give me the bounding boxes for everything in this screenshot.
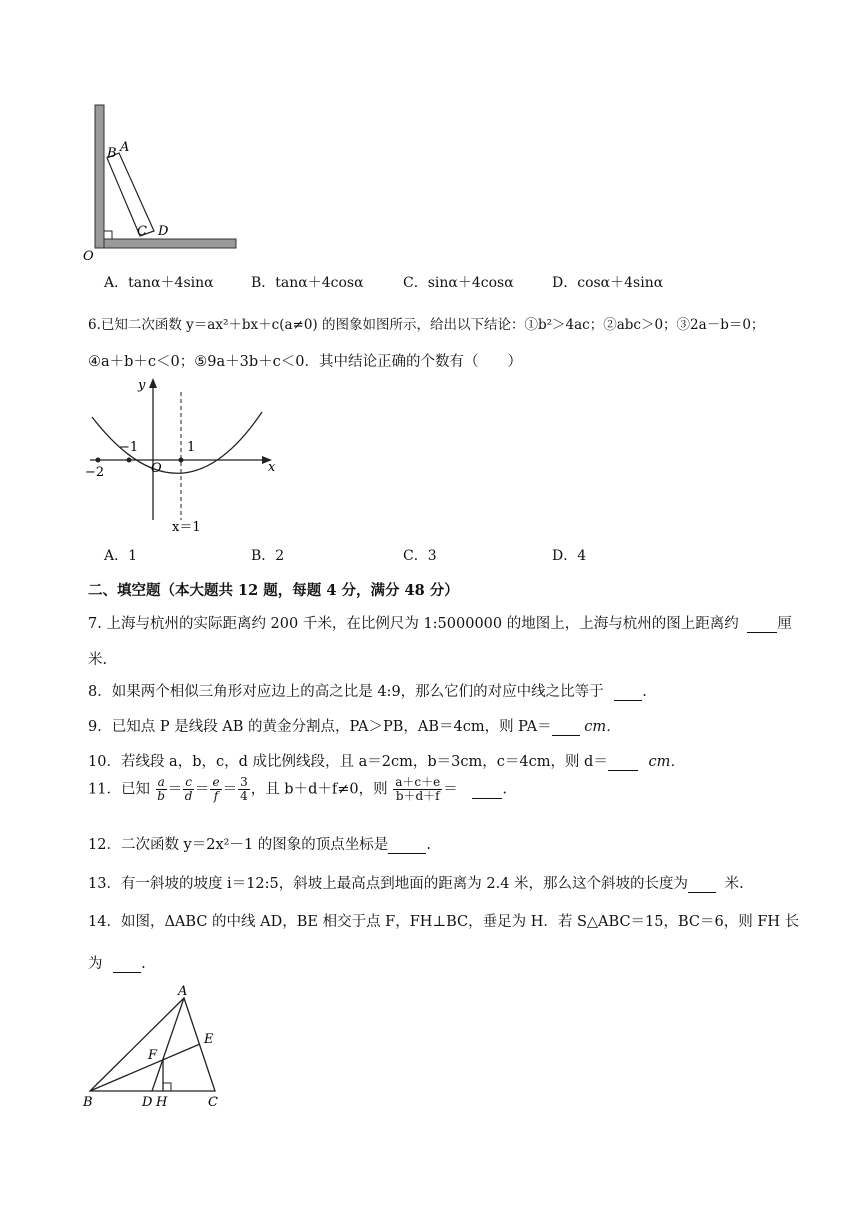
q6-option-b: B．2 bbox=[251, 548, 285, 564]
q13-text: 13．有一斜坡的坡度 i＝12:5，斜坡上最高点到地面的距离为 2.4 米，那么这个斜坡的长度为 bbox=[88, 876, 689, 892]
q6-line2: ④a＋b＋c＜0；⑤9a＋3b＋c＜0．其中结论正确的个数有（ ） bbox=[88, 354, 522, 370]
label-C: C bbox=[137, 224, 147, 239]
triangle-abc bbox=[90, 998, 215, 1091]
q7-tail: 厘 bbox=[777, 616, 792, 632]
q11-blank bbox=[472, 782, 502, 799]
tick-minus-2: −2 bbox=[85, 465, 105, 480]
q11: 11．已知 $\frac{a}{b}$ ＝ $\frac{c}{d}$ ＝ $\frac{e}{f}$ ＝ $\frac{3}{4}$ ，且 b＋d＋f≠0，则 $\frac{a+c+e}{b+d+f}$ ＝ . bbox=[88, 775, 507, 803]
q12 bbox=[88, 833, 431, 854]
q11-mid: ，且 b＋d＋f≠0，则 bbox=[250, 781, 388, 798]
q8-blank bbox=[614, 684, 642, 701]
label-D: D bbox=[142, 1095, 153, 1110]
q12-end: . bbox=[426, 837, 431, 853]
frac-a-b: $\frac{a}{b}$ bbox=[157, 775, 165, 803]
q5-option-a: A．tanα＋4sinα bbox=[104, 275, 214, 291]
q9-text: 9．已知点 P 是线段 AB 的黄金分割点，PA＞PB，AB＝4cm，则 PA＝ bbox=[88, 719, 552, 735]
q8-text: 8．如果两个相似三角形对应边上的高之比是 4:9，那么它们的对应中线之比等于 bbox=[88, 684, 604, 700]
point-minus-1 bbox=[127, 458, 132, 463]
q12-text: 12．二次函数 y＝2x²－1 的图象的顶点坐标是 bbox=[88, 837, 389, 853]
q9 bbox=[88, 715, 621, 736]
median-be bbox=[90, 1044, 200, 1091]
q12-blank bbox=[388, 837, 426, 854]
q10 bbox=[88, 750, 685, 771]
x-label: x bbox=[268, 460, 276, 475]
right-angle-h bbox=[163, 1083, 171, 1091]
q5-option-d: D．cosα＋4sinα bbox=[552, 275, 664, 291]
q6-line1: 6.已知二次函数 y＝ax²＋bx＋c(a≠0) 的图象如图所示，给出以下结论：①b²＞4ac；②abc＞0；③2a－b＝0； bbox=[88, 317, 765, 333]
point-minus-2 bbox=[96, 458, 101, 463]
y-arrow bbox=[149, 378, 157, 388]
q13 bbox=[88, 872, 744, 893]
label-A: A bbox=[178, 984, 188, 999]
point-1 bbox=[179, 458, 184, 463]
ground bbox=[104, 239, 236, 248]
frac-ace-bdf: $\frac{a+c+e}{b+d+f}$ bbox=[395, 775, 441, 803]
parabola-curve bbox=[92, 412, 262, 473]
q9-blank bbox=[552, 719, 580, 736]
label-E: E bbox=[204, 1032, 214, 1047]
q11-pre: 11．已知 bbox=[88, 781, 150, 798]
triangle-figure bbox=[80, 982, 240, 1112]
label-O: O bbox=[83, 249, 94, 264]
q13-unit: 米. bbox=[724, 876, 744, 892]
right-angle-mark bbox=[104, 231, 112, 239]
section-heading: 二、填空题（本大题共 12 题，每题 4 分，满分 48 分） bbox=[88, 582, 459, 599]
axis-label: x＝1 bbox=[172, 520, 201, 535]
label-F: F bbox=[148, 1048, 158, 1063]
q14-line2 bbox=[88, 952, 146, 973]
frac-c-d: $\frac{c}{d}$ bbox=[184, 775, 193, 803]
q8 bbox=[88, 680, 647, 701]
q10-blank bbox=[608, 754, 638, 771]
q6-option-c: C．3 bbox=[403, 548, 437, 564]
q7-text: 7. 上海与杭州的实际距离约 200 千米，在比例尺为 1:5000000 的地图上，上海与杭州的图上距离约 bbox=[88, 616, 739, 632]
q5-option-b: B．tanα＋4cosα bbox=[251, 275, 364, 291]
label-B: B bbox=[107, 146, 117, 161]
q14-blank bbox=[113, 956, 141, 973]
q5-option-c: C．sinα＋4cosα bbox=[403, 275, 514, 291]
tick-minus-1: −1 bbox=[119, 440, 139, 455]
q10-text: 10．若线段 a，b，c，d 成比例线段，且 a＝2cm，b＝3cm，c＝4cm，则 d＝ bbox=[88, 754, 608, 770]
q14-line1: 14．如图，ΔABC 的中线 AD，BE 相交于点 F，FH⊥BC，垂足为 H．若 S△ABC＝15，BC＝6，则 FH 长 bbox=[88, 914, 800, 930]
tick-1: 1 bbox=[187, 440, 196, 455]
frac-3-4: $\frac{3}{4}$ bbox=[240, 775, 248, 803]
q14-text: 为 bbox=[88, 956, 103, 972]
label-C: C bbox=[208, 1095, 218, 1110]
label-A: A bbox=[120, 140, 130, 155]
origin-label: O bbox=[151, 461, 162, 476]
y-label: y bbox=[138, 378, 146, 393]
label-H: H bbox=[156, 1095, 168, 1110]
ladder-figure bbox=[82, 100, 242, 265]
q10-unit: cm． bbox=[648, 754, 685, 770]
frac-e-f: $\frac{e}{f}$ bbox=[212, 775, 220, 803]
q7-line2: 米. bbox=[88, 652, 108, 668]
q8-end: . bbox=[642, 684, 647, 700]
label-D: D bbox=[158, 224, 169, 239]
q7-blank bbox=[747, 616, 777, 633]
wall bbox=[95, 105, 104, 248]
q13-blank bbox=[688, 876, 716, 893]
q11-end: . bbox=[502, 781, 507, 798]
median-ad bbox=[152, 998, 184, 1091]
q6-option-d: D．4 bbox=[552, 548, 587, 564]
q9-unit: cm． bbox=[584, 719, 621, 735]
label-B: B bbox=[83, 1095, 93, 1110]
q6-option-a: A．1 bbox=[104, 548, 138, 564]
q7-line1 bbox=[88, 612, 792, 633]
parabola-figure bbox=[82, 372, 282, 537]
q14-end: . bbox=[141, 956, 146, 972]
q11-eq: ＝ bbox=[443, 781, 458, 798]
